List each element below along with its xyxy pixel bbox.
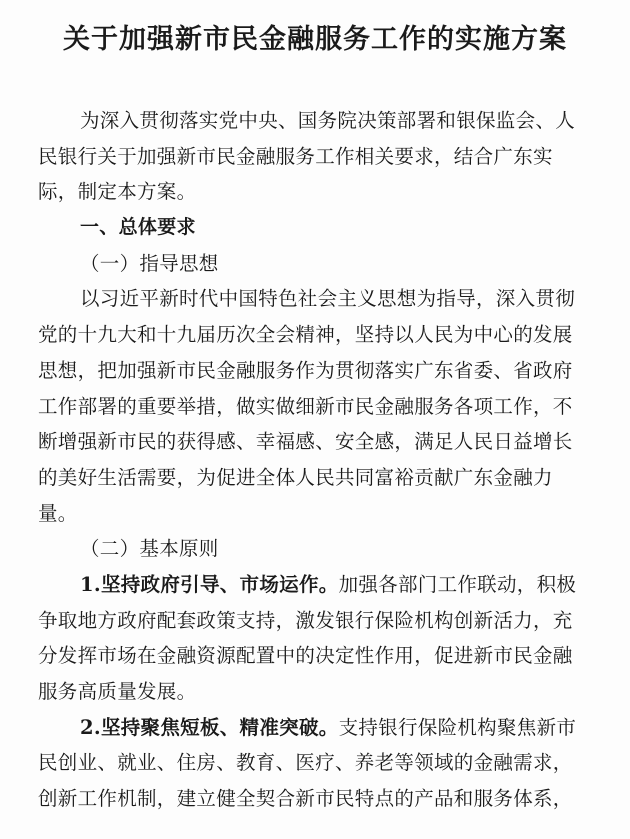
principle-1-first-line-rest: 加强各部门工作联动，积极 <box>338 572 577 596</box>
intro-line-1: 为深入贯彻落实党中央、国务院决策部署和银保监会、人 <box>80 109 576 132</box>
subsection-heading-basic-principles: （二）基本原则 <box>80 537 219 561</box>
guiding-thought-line-2: 党的十九大和十九届历次全会精神，坚持以人民为中心的发展 <box>38 323 573 347</box>
guiding-thought-line-5: 断增强新市民的获得感、幸福感、安全感，满足人民日益增长 <box>38 430 573 454</box>
principle-2-first-line-rest: 支持银行保险机构聚焦新市 <box>338 715 577 739</box>
principle-1-line-3: 分发挥市场在金融资源配置中的决定性作用，促进新市民金融 <box>38 644 573 668</box>
principle-1-lead: 1.坚持政府引导、市场运作。 <box>80 572 339 596</box>
principle-2-lead: 2.坚持聚焦短板、精准突破。 <box>80 715 339 739</box>
document-title: 关于加强新市民金融服务工作的实施方案 <box>63 24 567 55</box>
subsection-heading-guiding-thought: （一）指导思想 <box>80 251 219 275</box>
principle-2-line-2: 民创业、就业、住房、教育、医疗、养老等领域的金融需求， <box>38 751 573 775</box>
principle-2-line-3: 创新工作机制，建立健全契合新市民特点的产品和服务体系， <box>38 787 573 811</box>
principle-1-line-1 <box>38 567 598 603</box>
principle-1-line-2: 争取地方政府配套政策支持，激发银行保险机构创新活力，充 <box>38 608 573 632</box>
section-heading-overall-requirements: 一、总体要求 <box>80 216 196 239</box>
principle-2-line-1 <box>38 710 598 746</box>
document-body <box>38 103 598 817</box>
guiding-thought-line-7: 量。 <box>38 501 78 525</box>
guiding-thought-line-1: 以习近平新时代中国特色社会主义思想为指导，深入贯彻 <box>80 287 576 311</box>
guiding-thought-line-3: 思想，把加强新市民金融服务作为贯彻落实广东省委、省政府 <box>38 358 573 382</box>
intro-line-2: 民银行关于加强新市民金融服务工作相关要求，结合广东实 <box>38 144 553 168</box>
guiding-thought-line-4: 工作部署的重要举措，做实做细新市民金融服务各项工作，不 <box>38 394 573 418</box>
guiding-thought-line-6: 的美好生活需要，为促进全体人民共同富裕贡献广东金融力 <box>38 465 553 489</box>
intro-line-3: 际，制定本方案。 <box>38 180 197 204</box>
principle-1-line-4: 服务高质量发展。 <box>38 680 197 703</box>
